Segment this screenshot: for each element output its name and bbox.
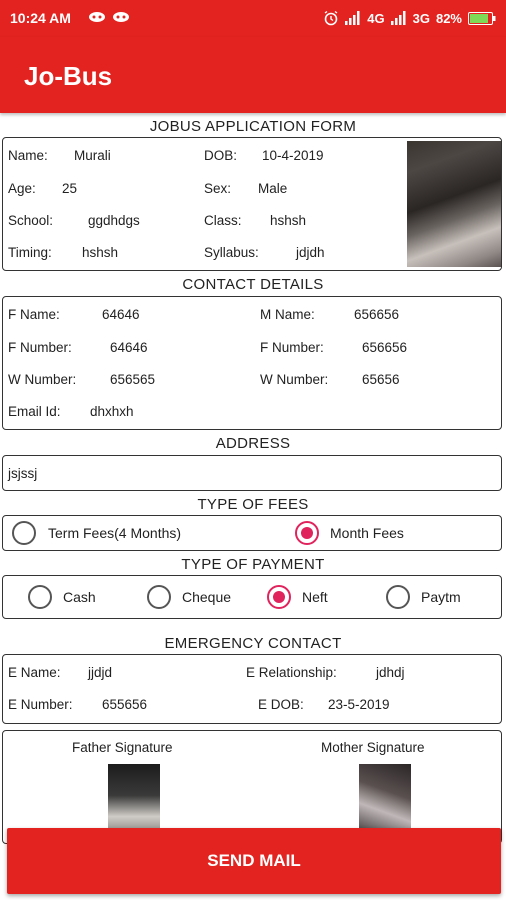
name-label: Name:: [8, 148, 48, 163]
alarm-icon: [323, 10, 339, 26]
cash-label[interactable]: Cash: [63, 589, 96, 605]
m-name-value: 656656: [354, 307, 400, 322]
w-number-value: 656565: [110, 372, 156, 387]
name-value: Murali: [74, 148, 111, 163]
m-name-label: M Name:: [260, 307, 315, 322]
e-dob-value: 23-5-2019: [328, 697, 390, 712]
e-number-value: 655656: [102, 697, 148, 712]
signal-icon: [345, 11, 361, 25]
email-label: Email Id:: [8, 404, 61, 419]
battery-icon: [468, 12, 496, 25]
status-time: 10:24 AM: [10, 10, 71, 26]
emergency-contact-title: EMERGENCY CONTACT: [164, 635, 342, 652]
timing-label: Timing:: [8, 245, 52, 260]
student-photo[interactable]: [407, 141, 501, 267]
paytm-radio[interactable]: [386, 585, 410, 609]
f-number2-value: 656656: [362, 340, 408, 355]
school-value: ggdhdgs: [88, 213, 140, 228]
e-name-value: jjdjd: [88, 665, 113, 680]
network-type-1: 4G: [367, 10, 385, 26]
type-of-payment-title: TYPE OF PAYMENT: [181, 556, 325, 573]
father-signature-label: Father Signature: [72, 740, 173, 755]
cheque-radio[interactable]: [147, 585, 171, 609]
e-relationship-value: jdhdj: [376, 665, 405, 680]
timing-value: hshsh: [82, 245, 119, 260]
f-number-value: 64646: [110, 340, 148, 355]
network-type-2: 3G: [412, 10, 430, 26]
age-label: Age:: [8, 181, 36, 196]
email-value: dhxhxh: [90, 404, 134, 419]
e-relationship-label: E Relationship:: [246, 665, 337, 680]
neft-radio[interactable]: [267, 585, 291, 609]
sex-label: Sex:: [204, 181, 232, 196]
month-fees-radio[interactable]: [295, 521, 319, 545]
school-label: School:: [8, 213, 54, 228]
battery-percent: 82%: [435, 10, 462, 26]
dob-label: DOB:: [204, 148, 238, 163]
month-fees-label[interactable]: Month Fees: [330, 525, 404, 541]
e-number-label: E Number:: [8, 697, 73, 712]
signal-icon: [391, 11, 407, 25]
f-name-label: F Name:: [8, 307, 60, 322]
mother-signature-image[interactable]: [359, 764, 411, 834]
neft-label[interactable]: Neft: [302, 589, 328, 605]
syllabus-value: jdjdh: [296, 245, 325, 260]
e-name-label: E Name:: [8, 665, 61, 680]
cloud-notification-icon: [112, 11, 130, 22]
e-dob-label: E DOB:: [258, 697, 304, 712]
w-number-label: W Number:: [8, 372, 77, 387]
class-value: hshsh: [270, 213, 307, 228]
cloud-notification-icon: [88, 11, 106, 22]
contact-details-title: CONTACT DETAILS: [182, 276, 324, 293]
f-number2-label: F Number:: [260, 340, 324, 355]
send-mail-button[interactable]: SEND MAIL: [7, 828, 501, 894]
cheque-label[interactable]: Cheque: [182, 589, 232, 605]
father-signature-image[interactable]: [108, 764, 160, 834]
age-value: 25: [62, 181, 78, 196]
w-number2-label: W Number:: [260, 372, 329, 387]
contact-details-box: [2, 296, 502, 430]
term-fees-radio[interactable]: [12, 521, 36, 545]
syllabus-label: Syllabus:: [204, 245, 259, 260]
application-form-title: JOBUS APPLICATION FORM: [149, 118, 357, 135]
app-bar: [0, 37, 506, 113]
class-label: Class:: [204, 213, 242, 228]
f-number-label: F Number:: [8, 340, 72, 355]
f-name-value: 64646: [102, 307, 140, 322]
term-fees-label[interactable]: Term Fees(4 Months): [48, 525, 182, 541]
sex-value: Male: [258, 181, 288, 196]
dob-value: 10-4-2019: [262, 148, 324, 163]
address-value: jsjssj: [8, 466, 38, 481]
address-box: [2, 455, 502, 491]
app-title: Jo-Bus: [24, 61, 113, 91]
type-of-fees-title: TYPE OF FEES: [197, 496, 309, 513]
cash-radio[interactable]: [28, 585, 52, 609]
w-number2-value: 65656: [362, 372, 400, 387]
paytm-label[interactable]: Paytm: [421, 589, 461, 605]
status-bar: [0, 0, 506, 37]
address-title: ADDRESS: [215, 435, 291, 452]
mother-signature-label: Mother Signature: [321, 740, 425, 755]
